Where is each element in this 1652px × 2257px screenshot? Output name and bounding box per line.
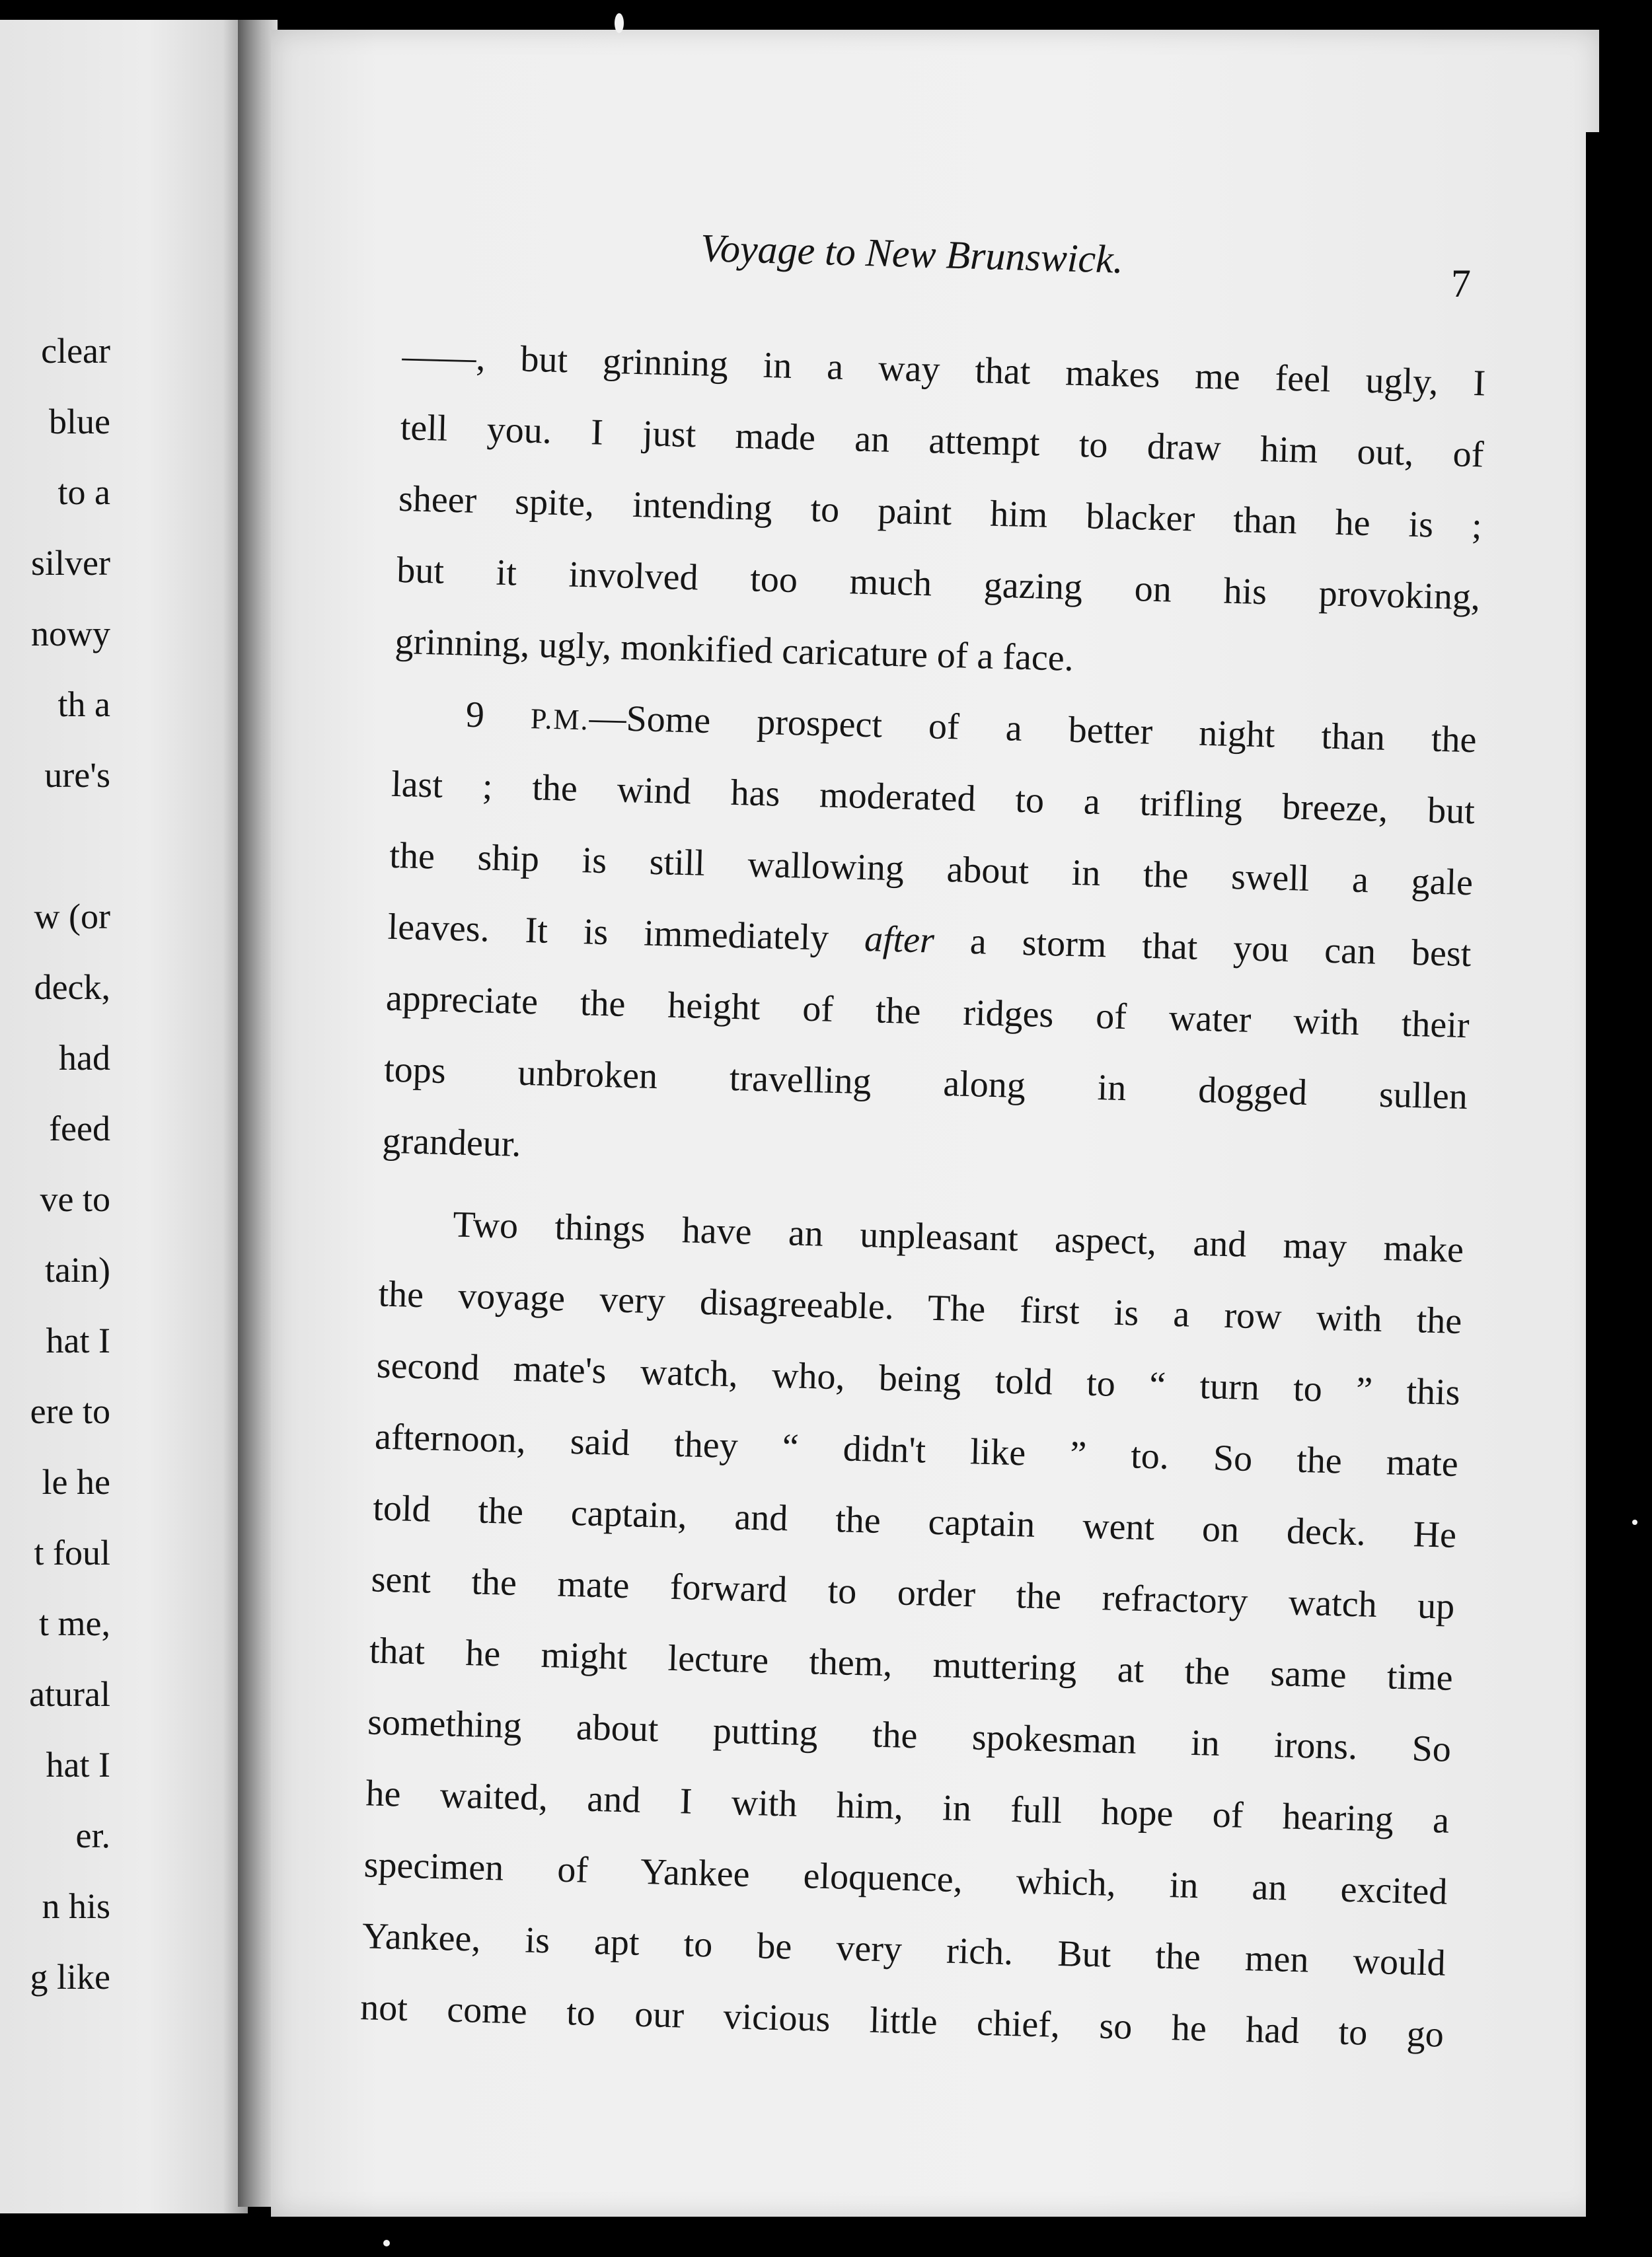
text-line: but it involved too much gazing on his provoking, xyxy=(396,549,1481,618)
text-line: grandeur. xyxy=(381,1120,522,1165)
left-line-fragment: w (or xyxy=(34,897,110,936)
left-line-fragment: feed xyxy=(49,1109,110,1148)
page-number: 7 xyxy=(1451,262,1471,305)
left-line-fragment: blue xyxy=(49,402,110,441)
text-line: appreciate the height of the ridges of water with their xyxy=(385,977,1470,1047)
previous-page xyxy=(0,20,248,2213)
italic-word: after xyxy=(864,918,935,961)
left-line-fragment: n his xyxy=(42,1886,110,1926)
text-line: the voyage very disagreeable. The first is a row with the xyxy=(377,1273,1462,1343)
left-line-fragment: ve to xyxy=(40,1179,110,1219)
text-line: tops unbroken travelling along in dogged sullen xyxy=(383,1049,1468,1118)
left-line-fragment: hat I xyxy=(46,1745,110,1785)
text-line: he waited, and I with him, in full hope of hearing a xyxy=(365,1773,1450,1841)
text-line: the ship is still wallowing about in the swell a gale xyxy=(389,834,1474,904)
text-line: afternoon, said they “ didn't like ” to. So the mate xyxy=(374,1416,1459,1485)
left-line-fragment: atural xyxy=(29,1674,110,1714)
left-line-fragment: nowy xyxy=(31,614,110,653)
left-line-fragment: clear xyxy=(41,331,110,371)
text-line: not come to our vicious little chief, so he had to go xyxy=(359,1987,1445,2055)
left-line-fragment: ure's xyxy=(44,755,110,795)
text-line: grinning, ugly, monkified caricature of a face. xyxy=(394,620,1074,679)
left-line-fragment: hat I xyxy=(46,1321,110,1360)
text-line: last ; the wind has moderated to a trifling breeze, but xyxy=(391,763,1476,832)
text-line: sent the mate forward to order the refractory watch up xyxy=(370,1559,1456,1627)
text-line: told the captain, and the captain went on deck. He xyxy=(372,1487,1457,1556)
left-line-fragment: silver xyxy=(31,543,110,583)
time-pm: P.M. xyxy=(530,702,590,737)
text-line: that he might lecture them, muttering at the same time xyxy=(369,1630,1454,1699)
left-line-fragment: th a xyxy=(57,684,110,724)
text-line: tell you. I just made an attempt to draw him out, of xyxy=(400,406,1485,476)
left-line-fragment: had xyxy=(59,1038,110,1078)
text-line-remainder: a storm that you can best xyxy=(969,921,1472,975)
left-line-fragment: tain) xyxy=(45,1250,110,1290)
text-line-remainder: —Some prospect of a better night than the xyxy=(588,697,1478,761)
text-line: something about putting the spokesman in irons. So xyxy=(367,1701,1452,1770)
time-hour: 9 xyxy=(465,694,485,736)
scan-speck xyxy=(615,13,624,33)
left-line-fragment: le he xyxy=(42,1462,110,1502)
text-line: sheer spite, intending to paint him blacker than he is ; xyxy=(398,478,1483,547)
left-line-fragment: er. xyxy=(75,1816,110,1855)
text-line: specimen of Yankee eloquence, which, in an excited xyxy=(363,1844,1448,1913)
scan-speck xyxy=(1632,1520,1637,1525)
left-line-fragment: ere to xyxy=(30,1391,110,1431)
left-line-fragment: t me, xyxy=(39,1604,110,1643)
scan-speck xyxy=(383,2240,390,2246)
page-body-text xyxy=(359,320,1486,2071)
previous-page-text xyxy=(0,330,116,2048)
text-line: Two things have an unpleasant aspect, and may make xyxy=(452,1204,1464,1271)
left-line-fragment: deck, xyxy=(34,967,110,1007)
left-line-fragment: t foul xyxy=(34,1533,110,1572)
text-line-start: leaves. It is immediately xyxy=(387,906,829,959)
left-line-fragment: to a xyxy=(57,472,110,512)
left-line-fragment: g like xyxy=(30,1957,110,1997)
text-line: second mate's watch, who, being told to “ turn to ” this xyxy=(376,1345,1461,1413)
scan-edge-shadow xyxy=(1586,132,1652,2257)
text-line: Yankee, is apt to be very rich. But the men would xyxy=(361,1915,1446,1984)
running-head: Voyage to New Brunswick. xyxy=(700,226,1124,281)
text-line: ——, but grinning in a way that makes me feel ugly, I xyxy=(401,335,1486,404)
